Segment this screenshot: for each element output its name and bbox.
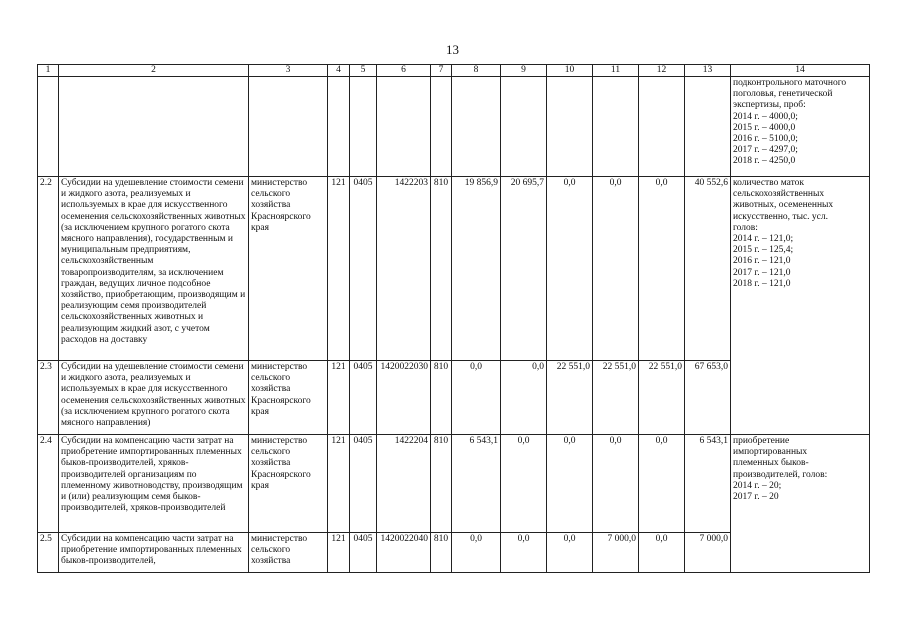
- responsible-org: министерство сельского хозяйства Красноярского края: [249, 361, 328, 435]
- responsible-org: министерство сельского хозяйства: [249, 533, 328, 573]
- total-cell: 40 552,6: [685, 177, 731, 361]
- amount-cell: 0,0: [452, 361, 501, 435]
- amount-cell: 0,0: [639, 435, 685, 533]
- amount-cell: 20 695,7: [501, 177, 547, 361]
- column-header: 1: [38, 65, 59, 77]
- column-header: 8: [452, 65, 501, 77]
- target-code: 1422204: [377, 435, 431, 533]
- measure-name: Субсидии на удешевление стоимости семени и жидкого азота, реализуемых и используемых в крае для искусственного осеменения сельскохозяйственных животных (за исключением крупного рогатого скота мясного направления), государственным и муниципальным предприятиям, сельскохозяйственным товаропроизводителям, за исключением граждан, ведущих личное подсобное хозяйство, приобретающим, производящим и реализующим семя производителей сельскохозяйственных животных и реализующим жидкий азот, с учетом расходов на доставку: [59, 177, 249, 361]
- budget-code: 121: [328, 435, 350, 533]
- expense-type: 810: [431, 361, 452, 435]
- section-code: 0405: [350, 361, 377, 435]
- amount-cell: 0,0: [593, 435, 639, 533]
- section-code: 0405: [350, 533, 377, 573]
- column-header: 11: [593, 65, 639, 77]
- amount-cell: 0,0: [501, 533, 547, 573]
- amount-cell: 6 543,1: [452, 435, 501, 533]
- amount-cell: 0,0: [547, 435, 593, 533]
- amount-cell: 19 856,9: [452, 177, 501, 361]
- target-code: 1420022030: [377, 361, 431, 435]
- expected-result: [731, 361, 870, 435]
- table-row: [38, 177, 870, 361]
- column-header: 10: [547, 65, 593, 77]
- expected-result: подконтрольного маточного поголовья, генетической экспертизы, проб: 2014 г. – 4000,0; 2015 г. – 4000,0 2016 г. – 5100,0; 2017 г. – 4297,0; 2018 г. – 4250,0: [731, 77, 870, 177]
- row-number: 2.2: [38, 177, 59, 361]
- expected-result: [731, 533, 870, 573]
- row-number: 2.4: [38, 435, 59, 533]
- row-number: 2.5: [38, 533, 59, 573]
- budget-code: 121: [328, 533, 350, 573]
- target-code: 1420022040: [377, 533, 431, 573]
- total-cell: 6 543,1: [685, 435, 731, 533]
- column-header: 6: [377, 65, 431, 77]
- column-header: 5: [350, 65, 377, 77]
- column-header: 14: [731, 65, 870, 77]
- amount-cell: 0,0: [639, 533, 685, 573]
- continuation-row: [38, 77, 870, 177]
- responsible-org: министерство сельского хозяйства Красноярского края: [249, 435, 328, 533]
- total-cell: 7 000,0: [685, 533, 731, 573]
- table-row: [38, 435, 870, 533]
- expense-type: 810: [431, 177, 452, 361]
- measure-name: Субсидии на удешевление стоимости семени и жидкого азота, реализуемых и используемых в крае для искусственного осеменения сельскохозяйственных животных (за исключением крупного рогатого скота мясного направления): [59, 361, 249, 435]
- column-header: 12: [639, 65, 685, 77]
- budget-code: 121: [328, 361, 350, 435]
- column-header: 3: [249, 65, 328, 77]
- amount-cell: 0,0: [501, 361, 547, 435]
- expected-result: количество маток сельскохозяйственных животных, осемененных искусственно, тыс. усл. голов: 2014 г. – 121,0; 2015 г. – 125,4; 2016 г. – 121,0 2017 г. – 121,0 2018 г. – 121,0: [731, 177, 870, 361]
- measure-name: Субсидии на компенсацию части затрат на приобретение импортированных племенных быков-производителей, хряков-производителей организациям по племенному животноводству, производящим и (или) реализующим семя быков-производителей, хряков-производителей: [59, 435, 249, 533]
- column-number-row: [38, 65, 870, 77]
- expense-type: 810: [431, 435, 452, 533]
- amount-cell: 22 551,0: [593, 361, 639, 435]
- expected-result: приобретение импортированных племенных быков- производителей, голов: 2014 г. – 20; 2017 г. – 20: [731, 435, 870, 533]
- amount-cell: 22 551,0: [639, 361, 685, 435]
- target-code: 1422203: [377, 177, 431, 361]
- row-number: 2.3: [38, 361, 59, 435]
- amount-cell: 0,0: [547, 533, 593, 573]
- table-row: [38, 533, 870, 573]
- page-number: 13: [446, 42, 459, 57]
- amount-cell: 0,0: [547, 177, 593, 361]
- amount-cell: 0,0: [452, 533, 501, 573]
- column-header: 2: [59, 65, 249, 77]
- responsible-org: министерство сельского хозяйства Красноярского края: [249, 177, 328, 361]
- budget-code: 121: [328, 177, 350, 361]
- section-code: 0405: [350, 435, 377, 533]
- amount-cell: 0,0: [501, 435, 547, 533]
- column-header: 13: [685, 65, 731, 77]
- measure-name: Субсидии на компенсацию части затрат на приобретение импортированных племенных быков-производителей,: [59, 533, 249, 573]
- expense-type: 810: [431, 533, 452, 573]
- program-table: [37, 64, 870, 573]
- column-header: 4: [328, 65, 350, 77]
- amount-cell: 7 000,0: [593, 533, 639, 573]
- section-code: 0405: [350, 177, 377, 361]
- amount-cell: 0,0: [639, 177, 685, 361]
- total-cell: 67 653,0: [685, 361, 731, 435]
- amount-cell: 0,0: [593, 177, 639, 361]
- column-header: 7: [431, 65, 452, 77]
- column-header: 9: [501, 65, 547, 77]
- amount-cell: 22 551,0: [547, 361, 593, 435]
- table-row: [38, 361, 870, 435]
